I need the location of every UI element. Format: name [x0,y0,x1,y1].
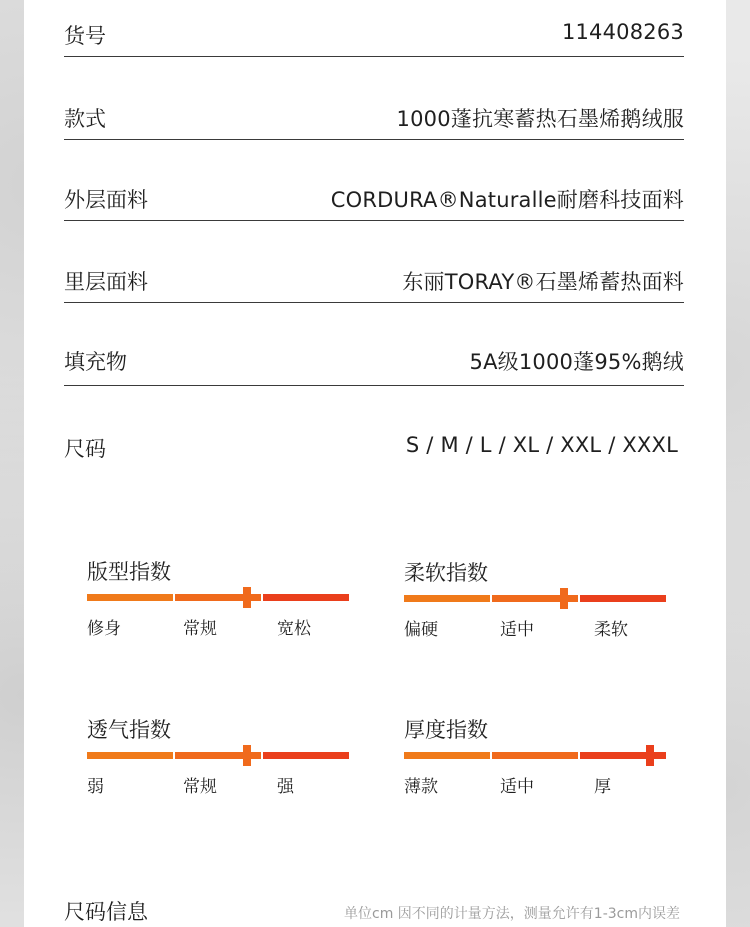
tick-label: 柔软 [594,620,628,640]
divider [64,302,684,303]
bar-segment [263,752,349,759]
divider [64,385,684,386]
spec-label: 尺码 [64,437,106,461]
index-title: 柔软指数 [404,561,488,585]
index-bar [87,594,349,601]
index-title: 版型指数 [87,560,171,584]
index-bar [404,752,666,759]
level-marker [646,745,654,766]
spec-label: 款式 [64,107,106,131]
tick-label: 强 [277,777,294,797]
bar-segment [404,595,490,602]
spec-value: 1000蓬抗寒蓄热石墨烯鹅绒服 [396,107,684,131]
tick-label: 薄款 [404,777,438,797]
index-bar [87,752,349,759]
level-marker [243,745,251,766]
bar-segment [580,595,666,602]
level-marker [560,588,568,609]
tick-label: 偏硬 [404,620,438,640]
spec-label: 填充物 [64,350,127,374]
size-info-title: 尺码信息 [64,900,148,924]
tick-label: 宽松 [277,619,311,639]
index-title: 厚度指数 [404,718,488,742]
tick-label: 厚 [594,777,611,797]
index-title: 透气指数 [87,718,171,742]
divider [64,56,684,57]
bar-segment [87,594,173,601]
tick-label: 弱 [87,777,104,797]
tick-label: 常规 [183,777,217,797]
tick-label: 适中 [500,620,534,640]
spec-value: 5A级1000蓬95%鹅绒 [469,350,684,374]
level-marker [243,587,251,608]
spec-label: 外层面料 [64,188,148,212]
tick-label: 修身 [87,619,121,639]
tick-label: 适中 [500,777,534,797]
spec-value: 114408263 [561,20,684,44]
tick-label: 常规 [183,619,217,639]
size-list: S / M / L / XL / XXL / XXXL [405,433,678,457]
bar-segment [404,752,490,759]
bar-segment [263,594,349,601]
divider [64,139,684,140]
spec-value: CORDURA®Naturalle耐磨科技面料 [330,188,684,212]
spec-label: 里层面料 [64,270,148,294]
divider [64,220,684,221]
index-bar [404,595,666,602]
bar-segment [492,752,578,759]
product-spec-panel [24,0,726,927]
spec-value: 东丽TORAY®石墨烯蓄热面料 [402,270,684,294]
size-info-note: 单位cm 因不同的计量方法，测量允许有1-3cm内误差 [344,906,680,922]
bar-segment [87,752,173,759]
spec-label: 货号 [64,24,106,48]
